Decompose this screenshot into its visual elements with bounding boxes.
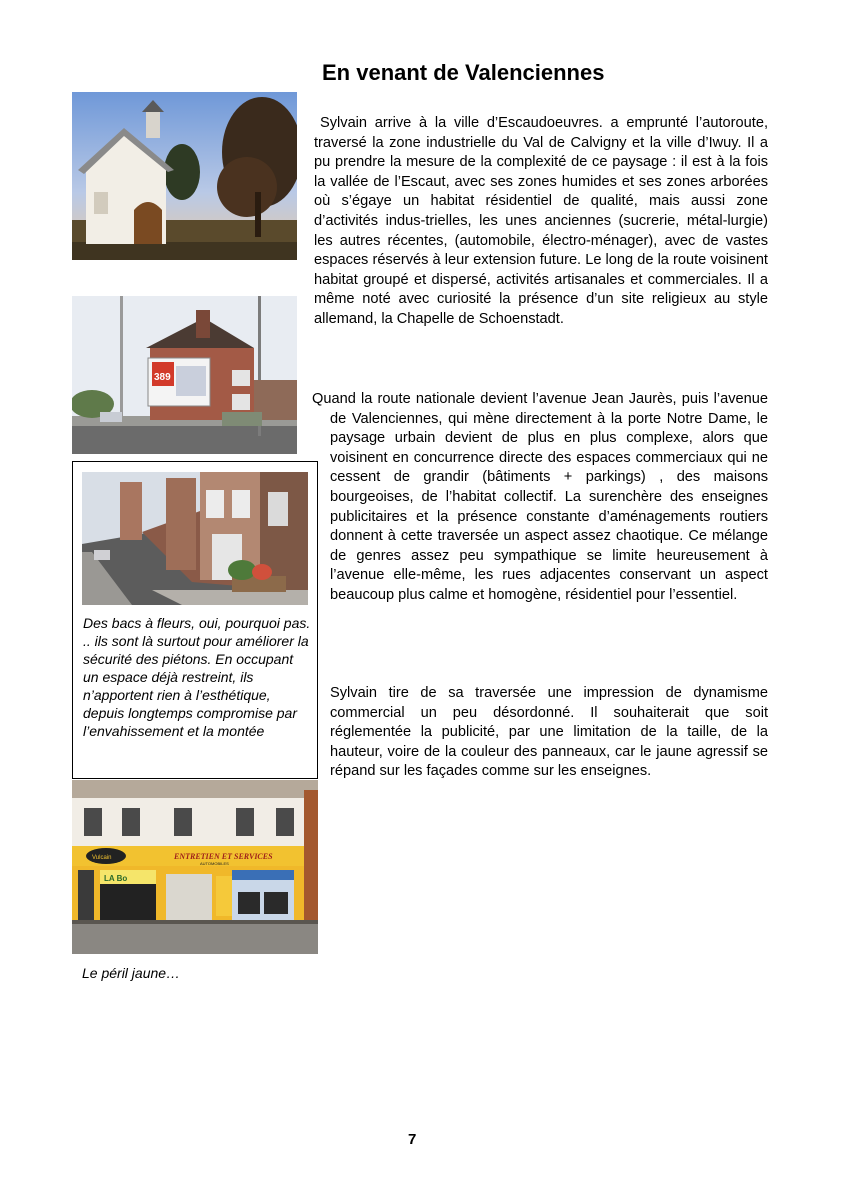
- paragraph-3: Sylvain tire de sa traversée une impression de dynamisme commercial un peu désordonné. Il souhaiterait que soit réglementée la publicité, par une limitation de la taille, de la hauteur, voire de la couleur des panneaux, car le jaune agressif se répand sur les façades comme sur les enseignes.: [330, 685, 768, 780]
- street-flower-boxes-photo: [82, 472, 308, 605]
- shop-sign: ENTRETIEN ET SERVICES: [174, 852, 273, 861]
- page-title: En venant de Valenciennes: [322, 60, 605, 85]
- house-billboard-photo: [72, 296, 297, 454]
- paragraph-1: Sylvain arrive à la ville d’Escaudoeuvres. a emprunté l’autoroute, traversé la zone industrielle du Val de Calvigny et la ville d’Iwuy. Il a pu prendre la mesure de la complexité de ce paysage : il est à la fois la vallée de l’Escaut, avec ses zones humides et ses zones arborées où s’égaye un habitat résidentiel de qualité, mais aussi zone d’activités indus-trielles, les unes anciennes (sucrerie, métal-lurgie) les autres récentes, (automobile, électro-ménager), avec de vastes espaces réservés à leur extension future. Le long de la route voisinent habitat groupé et dispersé, activités artisanales et commerciales. Il a même noté avec curiosité la présence d’un site religieux au style allemand, la Chapelle de Schoenstadt.: [314, 115, 768, 327]
- chapel-photo: [72, 92, 297, 260]
- page-number: 7: [408, 1131, 417, 1148]
- shop-sub: AUTOMOBILES: [200, 861, 229, 866]
- yellow-shop-photo: [72, 780, 318, 954]
- flower-boxes-figure: [72, 461, 318, 779]
- paragraph-2: Quand la route nationale devient l’avenue Jean Jaurès, puis l’avenue de Valenciennes, qui mène directement à la porte Notre Dame, le paysage urbain devient de plus en plus complexe, alors que voisinent en concurrence directe des espaces commerciaux qui ne cessent de grandir (bâtiments + parkings) , des maisons bourgeoises, de l’habitat collectif. La surenchère des enseignes publicitaires et la présence constante d’aménagements routiers donnent à cette traversée un aspect assez chaotique. Ce mélange de genres assez peu sympathique se limite heureusement à l’avenue elle-même, les rues adjacentes conservant un aspect beaucoup plus calme et homogène, résidentiel pour l’essentiel.: [312, 391, 768, 603]
- shop-logo: Vulcain: [92, 855, 112, 861]
- billboard-number: 389: [154, 372, 171, 383]
- yellow-peril-caption: Le péril jaune…: [82, 965, 181, 981]
- shop-left-sign: LA Bo: [104, 874, 128, 883]
- flower-boxes-caption: Des bacs à fleurs, oui, pourquoi pas. .. ils sont là surtout pour améliorer la sécurité des piétons. En occupant un espace déjà restreint, ils n’apportent rien à l’esthétique, depuis longtemps compromise par l’envahissement et la montée: [83, 615, 311, 739]
